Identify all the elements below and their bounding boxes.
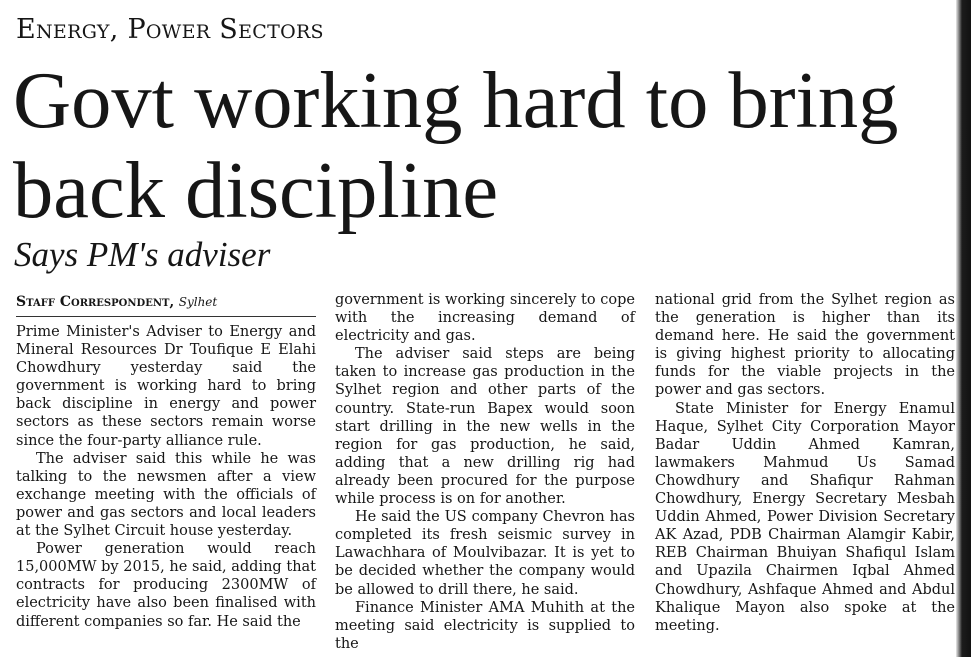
byline-author: Staff Correspondent,	[16, 294, 175, 310]
article-column-3	[655, 291, 955, 635]
headline	[13, 56, 953, 236]
byline	[16, 291, 316, 313]
paragraph: State Minister for Energy Enamul Haque, Sylhet City Corporation Mayor Badar Uddin Ahmed Kamran, lawmakers Mahmud Us Samad Chowdhury and Shafiqur Rahman Chowdhury, Energy Secretary Mesbah Uddin Ahmed, Power Division Secretary AK Azad, PDB Chairman Alamgir Kabir, REB Chairman Bhuiyan Shafiqul Islam and Upazila Chairmen Iqbal Ahmed Chowdhury, Ashfaque Ahmed and Abdul Khalique Mayon also spoke at the meeting.	[655, 400, 955, 634]
scan-edge-shadow	[956, 0, 971, 657]
byline-rule	[16, 316, 316, 317]
subheadline-deck: Says PM's adviser	[14, 235, 271, 274]
article-column-2	[335, 291, 635, 653]
byline-location: Sylhet	[178, 295, 218, 309]
paragraph: national grid from the Sylhet region as the generation is higher than its demand here. He said the government is giving highest priority to allocating funds for the viable projects in the power and gas sectors.	[655, 292, 955, 399]
headline-line-2: back discipline	[13, 146, 499, 235]
paragraph: Finance Minister AMA Muhith at the meeting said electricity is supplied to the	[335, 599, 635, 652]
paragraph: Power generation would reach 15,000MW by 2015, he said, adding that contracts for producing 2300MW of electricity have also been finalised with different companies so far. He said the	[16, 541, 316, 630]
paragraph: The adviser said this while he was talking to the newsmen after a view exchange meeting with the officials of power and gas sectors and local leaders at the Sylhet Circuit house yesterday.	[16, 450, 316, 540]
article-column-1	[16, 291, 316, 631]
paragraph: The adviser said steps are being taken to increase gas production in the Sylhet region and other parts of the country. State-run Bapex would soon start drilling in the new wells in the region for gas production, he said, adding that a new drilling rig had already been procured for the purpose while process is on for another.	[335, 346, 635, 508]
headline-line-1: Govt working hard to bring	[13, 56, 899, 145]
paragraph: He said the US company Chevron has completed its fresh seismic survey in Lawachhara of Moulvibazar. It is yet to be decided whether the company would be allowed to drill there, he said.	[335, 509, 635, 598]
section-kicker: Energy, Power Sectors	[16, 14, 324, 45]
paragraph: government is working sincerely to cope with the increasing demand of electricity and gas.	[335, 292, 635, 345]
paragraph: Prime Minister's Adviser to Energy and Mineral Resources Dr Toufique E Elahi Chowdhury yesterday said the government is working hard to bring back discipline in energy and power sectors as these sectors remain worse since the four-party alliance rule.	[16, 324, 316, 449]
